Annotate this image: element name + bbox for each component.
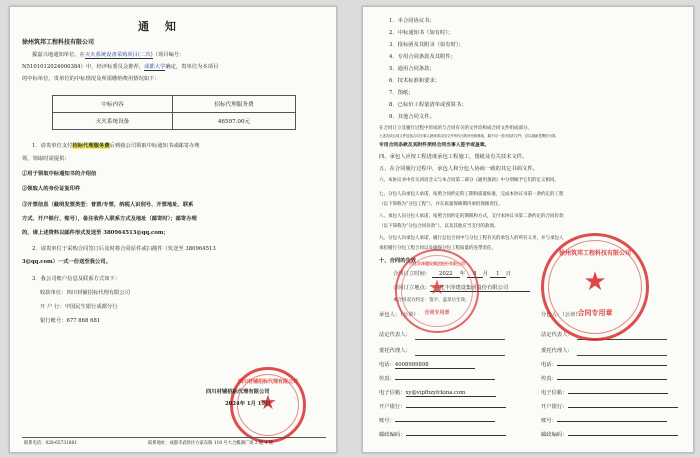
doc-bold-note: 专用合同条款及其附件须经合同当事人签字或盖章。 <box>379 142 490 148</box>
field-label: 收款单位： <box>40 290 67 296</box>
clause-10: 十、合同的生效 <box>379 258 417 264</box>
clause-7-cont: （以下简称为“分包工程”），并在质量保修期内承担保修责任。 <box>379 202 503 207</box>
clause-5: 五、在合同履行过程中，承包人和分包人协商一致的其它书面文件。 <box>379 166 538 172</box>
field-label: 开 户 行： <box>40 304 65 310</box>
account-number-row <box>40 319 100 324</box>
field-label: 邮政编码： <box>379 432 406 438</box>
checklist-item-1: ①用于领取中标通知书的介绍信 <box>22 171 97 177</box>
doc-item-5: 5．通用合同条款； <box>389 66 435 72</box>
buyer-name: 成都大学 <box>144 64 166 70</box>
party-a-acct-row <box>379 419 495 424</box>
clause-9-cont: 承担履行分包工程合同以及确保分包工程质量的连带责任。 <box>379 246 496 251</box>
seal-subtext: 合同专用章 <box>577 308 613 317</box>
clause-8: 八、承包人向分包人承诺，按照合同约定的期限和方式，支付本协议书第二条约定的合同价款 <box>379 214 564 219</box>
checklist-item-2: ②领取人的身份证复印件 <box>22 186 81 192</box>
clause-8-cont: （以下简称为“分包合同价款”），以及其他应当支付的款项。 <box>379 224 499 229</box>
party-b-fax-row <box>541 377 667 382</box>
footer-phone: 联系电话：028-65731881 <box>24 441 78 446</box>
clause-7: 七、分包人向承包人承诺，按照合同约定的工期和质量标准，完成本协议书第一条约定的工程 <box>379 192 564 197</box>
notice-para-line2 <box>22 65 218 70</box>
doc-item-1: 1．本合同协议书； <box>389 18 435 24</box>
party-b-agent-label: 委托代理人： <box>541 348 573 354</box>
doc-item-7: 7．图纸； <box>389 90 414 96</box>
fee-highlight: 招标代理服务费 <box>72 143 110 149</box>
para-text: 1．请贵单位支付 <box>32 143 73 149</box>
footer-divider <box>22 437 326 438</box>
field-label: 传真： <box>541 376 557 382</box>
party-b-zip-row <box>541 433 678 438</box>
party-a-email-row <box>379 391 496 397</box>
table-row <box>53 113 296 130</box>
field-label: 本合同双方约定： <box>393 298 429 303</box>
doc-item-8: 8．已标价工程量清单或预算书； <box>389 102 467 108</box>
doc-item-2: 2．中标通知书（如有时）； <box>389 30 454 36</box>
field-label: 银行账号： <box>40 318 67 324</box>
field-label: 邮政编码： <box>541 432 568 438</box>
seal-star-icon: ★ <box>259 389 277 414</box>
party-b-tel <box>557 365 667 366</box>
party-b-email <box>568 393 668 394</box>
field-label: 传真： <box>379 376 395 382</box>
subcontractor-seal <box>541 233 649 341</box>
recipient-company: 徐州筑邦工程科技有限公司 <box>22 39 95 46</box>
sign-date-row: 合同订立时间： 2022 年 8 月 1 日 <box>393 271 512 277</box>
account-bank-row <box>40 305 118 310</box>
para-text: 确定，贵单位为本项目 <box>165 64 219 70</box>
party-a-fax-row <box>379 377 495 382</box>
footer-address: 联系地址：成都市武侯区方家东路 118 号大合搬湖广场 2 幢 4 楼 <box>148 441 273 446</box>
field-label: 电子信箱： <box>541 390 568 396</box>
party-b-email-row <box>541 391 668 396</box>
field-label: 电话： <box>379 362 395 368</box>
instruction-2: 2．请贵单位于采购合同签订后及时将合同原件或扫描件（发送至 380964513 <box>32 246 216 252</box>
para-text: 后到我公司领取中标通知书或邮寄办理 <box>109 143 200 149</box>
para-text: 援嘉兴地通知单位，在 <box>32 52 85 58</box>
table-cell: 灭火系统设备 <box>53 113 173 130</box>
party-a-rep-label: 法定代表人： <box>379 332 411 338</box>
party-a-bank-row <box>379 405 506 410</box>
para-text: （项目编号： <box>152 52 185 58</box>
account-name: 四川材铺招标代理有限公司 <box>66 290 131 296</box>
seal-text: 四川材铺招标代理有限公司 <box>237 379 299 385</box>
account-bank: 中国民生银行成都分行 <box>64 304 118 310</box>
doc-priority-note: 上述各项合同文件包括合同当事人就该项合同文件所作出的补充和修改，属于同一类内容的文件，应以最新签署的为准。 <box>379 134 559 138</box>
field-label: 合同订立时间： <box>393 271 431 277</box>
account-name-row <box>40 291 130 296</box>
notice-page <box>9 6 337 453</box>
party-b-agent-field <box>577 355 667 356</box>
field-label: 账号： <box>379 418 395 424</box>
notice-title: 通 知 <box>138 20 182 33</box>
party-b-acct-row <box>541 419 667 424</box>
para-text: N5101012024000384）中，经评标委员会推荐， <box>22 64 145 70</box>
field-label: 账号： <box>541 418 557 424</box>
notice-para-line1 <box>32 53 184 58</box>
table-header: 招标代理服务费 <box>173 96 296 113</box>
sign-date: 2024年 1月 19日 <box>225 401 271 407</box>
contract-page <box>362 6 694 453</box>
doc-item-6: 6．技术标准和要求； <box>389 78 441 84</box>
sign-year: 2022 <box>432 272 460 278</box>
doc-item-3: 3．投标函及其附录（如有时）； <box>389 42 464 48</box>
party-a-agent-label: 委托代理人： <box>379 348 411 354</box>
sign-company: 四川材铺招标代理有限公司 <box>206 389 270 395</box>
sign-day: 1 <box>490 272 506 278</box>
party-b-bank-row <box>541 405 678 410</box>
contractor-seal <box>395 249 479 333</box>
party-a-tel-row <box>379 363 475 369</box>
party-a-zip-row <box>379 433 506 438</box>
party-a-tel: 4008989898 <box>395 363 475 369</box>
party-a-label: 承包人：（公章） <box>379 312 419 318</box>
clause-9: 九、分包人向承包人承诺，履行总包合同中与分包工程有关的承包人的所有义务，并与承包人 <box>379 236 564 241</box>
table-row <box>53 96 296 113</box>
party-b-label: 分包人：（公章） <box>541 312 581 318</box>
party-b-rep-label: 法定代表人： <box>541 332 573 338</box>
instruction-3: 3．我公司账户信息及联系方式如下： <box>32 276 121 282</box>
field-label: 电子信箱： <box>379 390 406 396</box>
sign-month: 8 <box>467 272 483 278</box>
account-number: 677 868 681 <box>66 318 101 324</box>
seal-subtext: 合同专用章 <box>424 310 450 316</box>
doc-item-4: 4．专用合同条款及其附件； <box>389 54 456 60</box>
doc-note: 在合同订立及履行过程中形成的与合同有关的文件均构成合同文件组成部分。 <box>379 126 532 131</box>
clause-4: 四、承包人应按工程进度承包工程施工，图纸及有关技术文件。 <box>379 154 528 160</box>
sign-place: 中化丰泽建设集团股份有限公司 <box>430 286 530 292</box>
notice-para-line3: 的中标单位，贵单位的中标情况及所需缴纳费用情况如下： <box>22 76 160 82</box>
field-label: 开户银行： <box>379 404 406 410</box>
seal-text: 徐州筑邦工程科技有限公司 <box>558 250 632 257</box>
sign-note: 签字、盖章后生效。 <box>429 298 470 303</box>
field-label: 开户银行： <box>541 404 568 410</box>
seal-star-icon: ★ <box>583 266 607 297</box>
instruction-1-cont: 领，领取时需提供： <box>22 156 70 162</box>
field-label: 电话： <box>541 362 557 368</box>
clause-6: 六、本协议书中有关词语含义与本合同第二部分《通用条款》中分别赋予它们的定义相同。 <box>379 178 559 183</box>
party-a-email: xy@vipfhzyfckina.com <box>406 391 496 397</box>
party-a-rep-field <box>415 339 505 340</box>
table-header: 中标内容 <box>53 96 173 113</box>
checklist-item-3: ③开票信息（截明发票类型：普票/专票，纳税人识别号、开票地址、联系 <box>22 202 194 208</box>
instruction-1 <box>32 144 200 149</box>
doc-item-9: 9．其他合同文件。 <box>389 114 435 120</box>
seal-text: 中化丰泽建设集团股份有限公司 <box>409 261 465 266</box>
table-cell: 46597.00元 <box>173 113 296 130</box>
party-b-tel-row <box>541 363 667 368</box>
checklist-item-3-cont: 方式、开户银行、账号），备注收件人联系方式及地址（邮寄时）；邮寄办理 <box>22 216 197 222</box>
project-name: 灭火系统设备采购项目(二次) <box>84 52 153 58</box>
checklist-item-3-email: 的，请上述资料以邮件形式发送至 380964513@qq.com； <box>22 230 169 236</box>
instruction-2-cont: 3@qq.com）一式一份送至我公司。 <box>22 259 111 265</box>
fee-table <box>52 95 296 130</box>
field-label: 合同订立地点： <box>393 285 431 291</box>
party-a-agent-field <box>415 355 505 356</box>
seal-star-icon: ★ <box>428 275 446 299</box>
